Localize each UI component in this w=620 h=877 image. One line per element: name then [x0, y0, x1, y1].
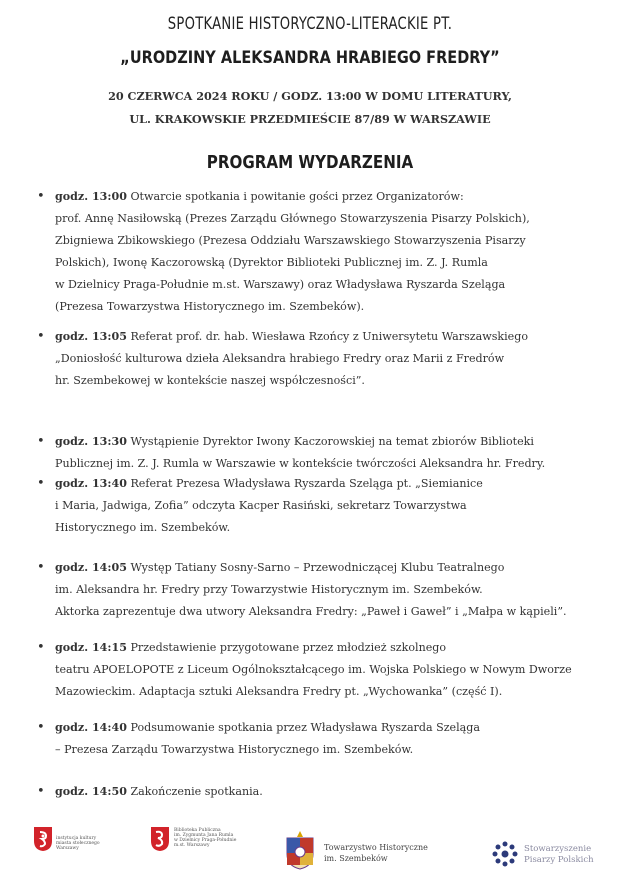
program-item-line: [37, 326, 617, 348]
program-item: [37, 326, 617, 392]
bullet-icon: •: [37, 720, 45, 735]
program-item-text: Wystąpienie Dyrektor Iwony Kaczorowskiej na temat zbiorów Biblioteki: [126, 435, 534, 448]
program-item: [37, 473, 617, 539]
program-item-line: i Maria, Jadwiga, Zofia” odczyta Kacper Rasiński, sekretarz Towarzystwa: [55, 499, 467, 512]
program-item-line: „Doniosłość kulturowa dzieła Aleksandra hrabiego Fredry oraz Marii z Fredrów: [55, 352, 505, 365]
warszawa-logo-text: instytucja kultury miasta stołecznego Warszawy: [56, 836, 100, 851]
program-item-line: [37, 557, 617, 579]
program-item-text: Przedstawienie przygotowane przez młodzież szkolnego: [126, 641, 447, 654]
program-item-time: godz. 13:40: [55, 477, 127, 490]
program-item-line: prof. Annę Nasiłowską (Prezes Zarządu Głównego Stowarzyszenia Pisarzy Polskich),: [55, 212, 530, 225]
partner-logos: [0, 826, 620, 876]
program-item-line: [37, 781, 617, 803]
warszawa-logo: [33, 826, 53, 856]
event-address: UL. KRAKOWSKIE PRZEDMIEŚCIE 87/89 W WARSZAWIE: [129, 112, 491, 126]
program-item-line: Zbigniewa Zbikowskiego (Prezesa Oddziału Warszawskiego Stowarzyszenia Pisarzy: [55, 234, 526, 247]
program-item: [37, 557, 617, 623]
bullet-icon: •: [37, 784, 45, 799]
towarzystwo-logo-text: Towarzystwo Historyczne im. Szembeków: [324, 843, 428, 863]
program-item-line: im. Aleksandra hr. Fredry przy Towarzystwie Historycznym im. Szembeków.: [55, 583, 483, 596]
bullet-icon: •: [37, 329, 45, 344]
program-item-line: w Dzielnicy Praga-Południe m.st. Warszawy) oraz Władysława Ryszarda Szeląga: [55, 278, 506, 291]
program-item-text: Podsumowanie spotkania przez Władysława Ryszarda Szeląga: [126, 721, 480, 734]
program-item-line: [37, 717, 617, 739]
event-date-place: 20 CZERWCA 2024 ROKU / GODZ. 13:00 W DOMU LITERATURY,: [108, 89, 512, 103]
program-item: [37, 186, 617, 318]
program-item-time: godz. 13:30: [55, 435, 127, 448]
program-title: PROGRAM WYDARZENIA: [206, 152, 414, 173]
program-item-line: Historycznego im. Szembeków.: [55, 521, 231, 534]
sps-logo: [491, 840, 519, 872]
program-item-line: – Prezesa Zarządu Towarzystwa Historycznego im. Szembeków.: [55, 743, 414, 756]
program-item-line: [37, 186, 617, 208]
program-item-line: Polskich), Iwonę Kaczorowską (Dyrektor Biblioteki Publicznej im. Z. J. Rumla: [55, 256, 488, 269]
event-title: „URODZINY ALEKSANDRA HRABIEGO FREDRY”: [120, 48, 500, 67]
program-item-line: [37, 431, 617, 453]
program-item-time: godz. 14:50: [55, 785, 127, 798]
program-item-text: Referat prof. dr. hab. Wiesława Rzońcy z Uniwersytetu Warszawskiego: [126, 330, 529, 343]
bullet-icon: •: [37, 640, 45, 655]
program-item-line: (Prezesa Towarzystwa Historycznego im. Szembeków).: [55, 300, 365, 313]
program-item: [37, 637, 617, 703]
program-item-line: [37, 473, 617, 495]
program-item: [37, 781, 617, 803]
program-item-line: hr. Szembekowej w kontekście naszej współczesności”.: [55, 374, 365, 387]
program-item-time: godz. 14:15: [55, 641, 127, 654]
program-item-time: godz. 13:00: [55, 190, 127, 203]
program-item: [37, 431, 617, 475]
program-item-text: Występ Tatiany Sosny-Sarno – Przewodniczącej Klubu Teatralnego: [126, 561, 505, 574]
program-item-line: Aktorka zaprezentuje dwa utwory Aleksandra Fredry: „Paweł i Gaweł” i „Małpa w kąpieli”.: [55, 605, 567, 618]
towarzystwo-crest: [283, 830, 317, 874]
biblioteka-logo: [150, 826, 170, 856]
program-item-line: teatru APOELOPOTE z Liceum Ogólnokształcącego im. Wojska Polskiego w Nowym Dworze: [55, 663, 572, 676]
event-header-line1: SPOTKANIE HISTORYCZNO-LITERACKIE PT.: [167, 14, 453, 34]
program-item-text: Otwarcie spotkania i powitanie gości przez Organizatorów:: [126, 190, 464, 203]
bullet-icon: •: [37, 476, 45, 491]
bullet-icon: •: [37, 189, 45, 204]
program-item-time: godz. 13:05: [55, 330, 127, 343]
program-item-time: godz. 14:05: [55, 561, 127, 574]
program-item-time: godz. 14:40: [55, 721, 127, 734]
bullet-icon: •: [37, 560, 45, 575]
biblioteka-logo-text: Biblioteka Publiczna im. Zygmunta Jana Rumla w Dzielnicy Praga-Południe m.st. Warszawy: [174, 828, 237, 848]
program-item-line: [37, 637, 617, 659]
program-item-line: Publicznej im. Z. J. Rumla w Warszawie w kontekście twórczości Aleksandra hr. Fredry.: [55, 457, 546, 470]
sps-logo-text: Stowarzyszenie Pisarzy Polskich: [524, 844, 594, 865]
program-item-text: Zakończenie spotkania.: [126, 785, 263, 798]
bullet-icon: •: [37, 434, 45, 449]
program-item: [37, 717, 617, 761]
program-item-text: Referat Prezesa Władysława Ryszarda Szeląga pt. „Siemianice: [126, 477, 483, 490]
program-item-line: Mazowieckim. Adaptacja sztuki Aleksandra Fredry pt. „Wychowanka” (część I).: [55, 685, 503, 698]
